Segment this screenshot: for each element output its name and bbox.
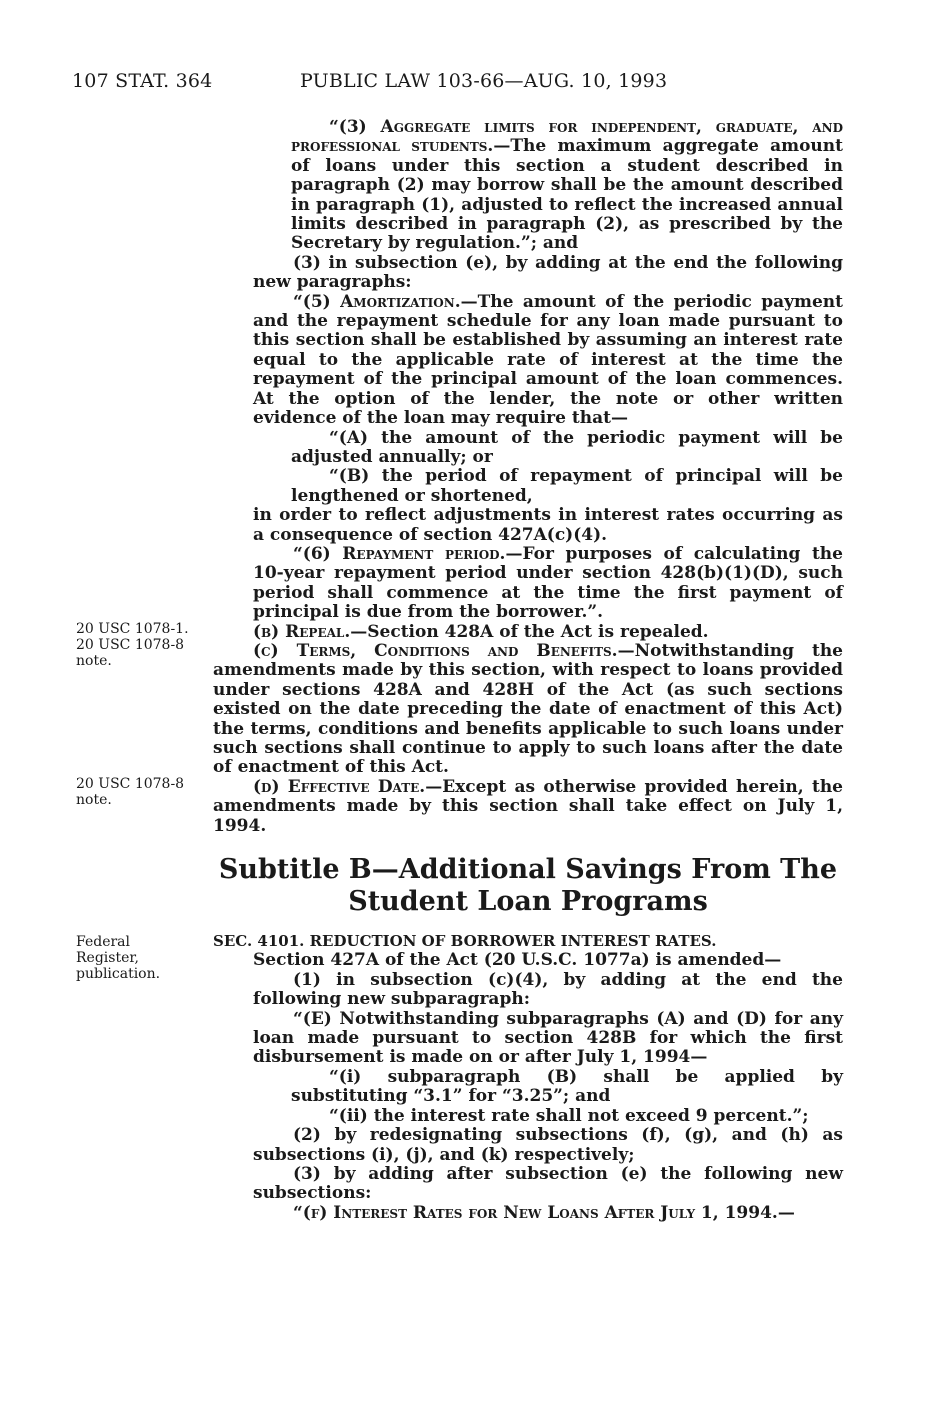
paragraph-text: —Except as otherwise provided herein, the amendments made by this section shall take effect on July 1, 1994. <box>213 776 843 836</box>
paragraph-text: —Section 428A of the Act is repealed. <box>350 621 709 642</box>
subparagraph-a: “(A) the amount of the periodic payment will be adjusted annually; or <box>291 427 843 467</box>
item-2-redesignating: (2) by redesignating subsections (f), (g), and (h) as subsections (i), (j), and (k) respectively; <box>253 1125 843 1165</box>
clause-i: “(i) subparagraph (B) shall be applied by substituting “3.1” for “3.25”; and <box>291 1066 843 1107</box>
item-1-subsection-c4: (1) in subsection (c)(4), by adding at the end the following new subparagraph: <box>253 969 843 1010</box>
paragraph-caption: “(3) Aggregate limits for independent, graduate, and professional students. <box>291 117 843 157</box>
paragraph-caption: “(6) Repayment period. <box>293 543 506 564</box>
paragraph-caption: (c) Terms, Conditions and Benefits. <box>253 640 618 661</box>
paragraph-3-aggregate-limits <box>213 118 843 254</box>
margin-note-usc-1078-8 <box>76 776 184 808</box>
subsection-d-effective-date <box>213 778 843 836</box>
subsection-f-caption: “(f) Interest Rates for New Loans After July 1, 1994.— <box>293 1202 795 1223</box>
margin-note-line: Register, <box>76 950 139 966</box>
body-text <box>213 118 843 1223</box>
margin-note-line: note. <box>76 792 112 808</box>
margin-note-line: Federal <box>76 934 130 950</box>
margin-note-line: 20 USC 1078-1. <box>76 621 189 637</box>
subsection-b-repeal <box>213 623 843 642</box>
page-running-header: PUBLIC LAW 103-66—AUG. 10, 1993 <box>300 70 668 92</box>
subtitle-heading <box>213 854 843 918</box>
margin-note-line: publication. <box>76 966 161 982</box>
item-3-subsection-e: (3) in subsection (e), by adding at the end the following new paragraphs: <box>253 252 843 293</box>
paragraph-5-amortization <box>213 293 843 429</box>
item-3-adding: (3) by adding after subsection (e) the following new subsections: <box>253 1163 843 1204</box>
paragraph-text: —The amount of the periodic payment and the repayment schedule for any loan made pursuant to this section shall be established by assuming an interest rate equal to the applicable rate of interest at the time the repayment of the principal amount of the loan commences. At the option of the lender, the note or other written evidence of the loan may require that— <box>253 291 843 429</box>
paragraph-text: —For purposes of calculating the 10-year repayment period under section 428(b)(1)(D), such period shall commence at the time the first payment of principal is due from the borrower.”. <box>253 543 843 623</box>
paragraph-caption: (b) Repeal. <box>253 621 351 642</box>
subtitle-line: Student Loan Programs <box>348 886 708 918</box>
section-intro: Section 427A of the Act (20 U.S.C. 1077a) is amended— <box>253 950 782 971</box>
paragraph-5-tail: in order to reflect adjustments in interest rates occurring as a consequence of section 427A(c)(4). <box>253 505 843 545</box>
section-heading: SEC. 4101. REDUCTION OF BORROWER INTEREST RATES. <box>213 932 717 951</box>
page-stat-number: 107 STAT. 364 <box>72 70 213 92</box>
paragraph-6-repayment-period <box>213 545 843 623</box>
margin-note-line: 20 USC 1078-8 <box>76 776 185 792</box>
margin-note-federal-register <box>76 934 160 982</box>
paragraph-caption: (d) Effective Date. <box>253 776 426 797</box>
paragraph-caption: “(5) Amortization. <box>293 291 461 312</box>
subsection-c-terms <box>213 642 843 778</box>
margin-note-line: 20 USC 1078-8 <box>76 637 185 653</box>
margin-note-usc-1078-1 <box>76 621 189 669</box>
paragraph-text: —The maximum aggregate amount of loans under this section a student described in paragraph (2) may borrow shall be the amount described in paragraph (1), adjusted to reflect the increased annual limits described in paragraph (2), as prescribed by the Secretary by regulation.”; and <box>291 136 844 254</box>
margin-note-line: note. <box>76 653 112 669</box>
subparagraph-e: “(E) Notwithstanding subparagraphs (A) and (D) for any loan made pursuant to section 428B for which the first disbursement is made on or after July 1, 1994— <box>253 1008 843 1068</box>
subparagraph-b: “(B) the period of repayment of principal will be lengthened or shortened, <box>291 466 843 506</box>
subtitle-line: Subtitle B—Additional Savings From The <box>218 854 838 886</box>
paragraph-text: —Notwithstanding the amendments made by this section, with respect to loans provided under sections 428A and 428H of the Act (as such sections existed on the date preceding the date of enactment of this Act) the terms, conditions and benefits applicable to such loans under such sections shall continue to apply to such loans after the date of enactment of this Act. <box>213 640 844 778</box>
clause-ii: “(ii) the interest rate shall not exceed 9 percent.”; <box>329 1105 809 1126</box>
